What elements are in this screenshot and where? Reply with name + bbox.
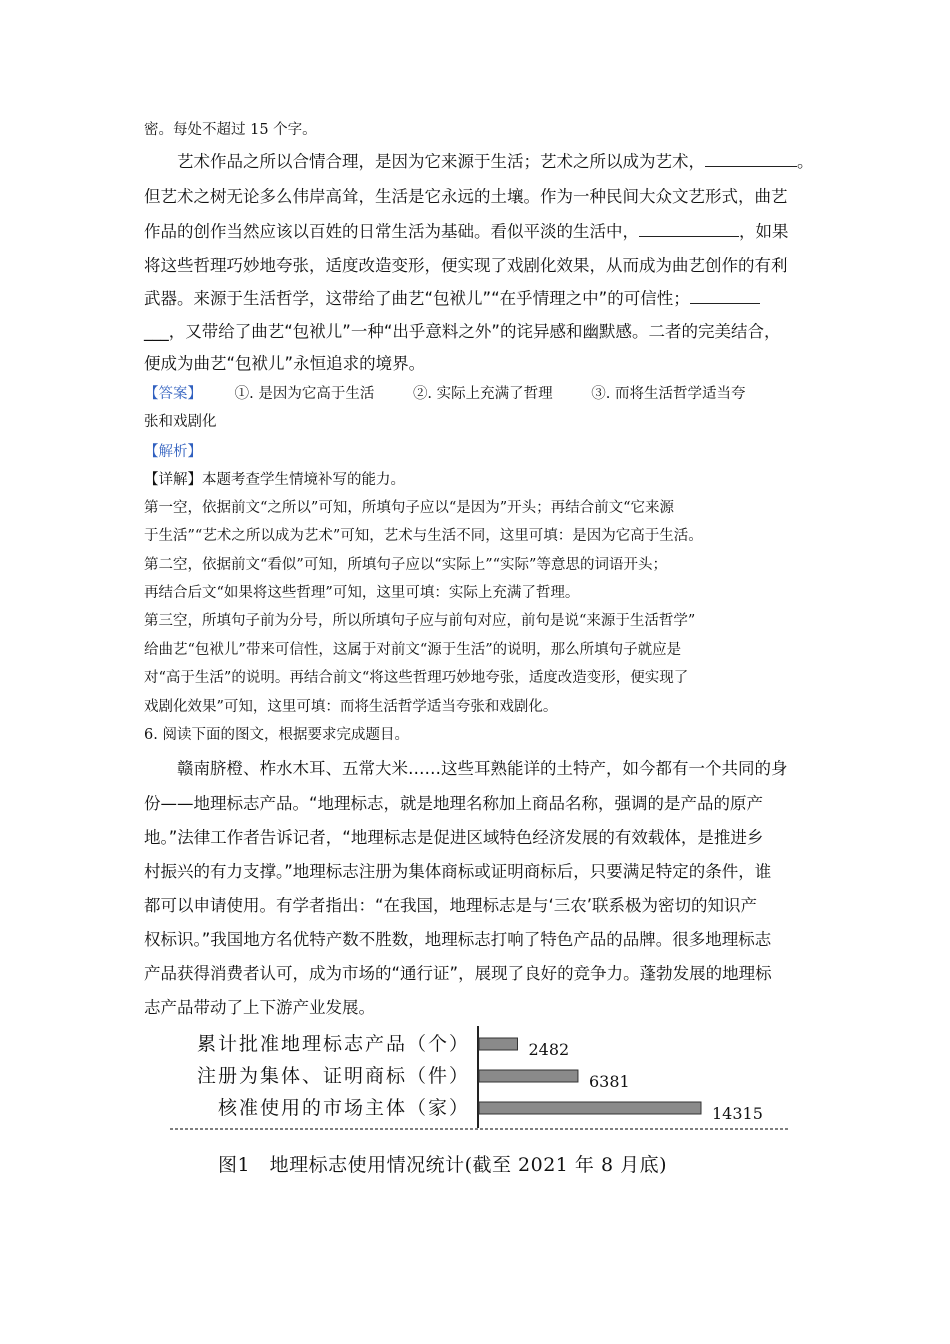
answer-item-2: ②. 实际上充满了哲理: [412, 386, 553, 402]
detail-line-4: 第二空，依据前文“看似”可知，所填句子应以“实际上”“实际”等意思的词语开头；: [144, 557, 667, 573]
passage1-line-5: 武器。来源于生活哲学，这带给了曲艺“包袱儿”“在乎情理之中”的可信性；: [144, 285, 760, 309]
detail-line-8: 对“高于生活”的说明。再结合前文“将这些哲理巧妙地夸张，适度改造变形，便实现了: [144, 670, 689, 686]
category-label: 注册为集体、证明商标（件）: [196, 1065, 470, 1087]
bar: [479, 1102, 701, 1114]
fill-blank-2[interactable]: [639, 220, 739, 237]
detail-line-5: 再结合后文“如果将这些哲理”可知，这里可填：实际上充满了哲理。: [144, 585, 580, 601]
detail-line-2: 第一空，依据前文“之所以”可知，所填句子应以“是因为”开头；再结合前文“它来源: [144, 500, 675, 516]
geo-mark-bar-chart: [160, 1020, 810, 1150]
fill-blank-1[interactable]: [705, 150, 797, 167]
fill-blank-3[interactable]: [690, 287, 760, 304]
bar: [479, 1070, 578, 1082]
answer-continuation: 张和戏剧化: [144, 414, 217, 430]
passage2-line-2: 份——地理标志产品。“地理标志，就是地理名称加上商品名称，强调的是产品的原产: [144, 794, 764, 813]
chart-caption: 图1 地理标志使用情况统计(截至 2021 年 8 月底): [218, 1154, 668, 1176]
passage1-line-6: ___，又带给了曲艺“包袱儿”一种“出乎意料之外”的诧异感和幽默感。二者的完美结合，: [144, 322, 781, 341]
detail-line-9: 戏剧化效果”可知，这里可填：而将生活哲学适当夸张和戏剧化。: [144, 699, 558, 715]
detail-line-1: 【详解】本题考查学生情境补写的能力。: [144, 472, 405, 488]
passage1-line-1: 艺术作品之所以合情合理，是因为它来源于生活；艺术之所以成为艺术， 。: [177, 152, 814, 171]
passage1-line-7: 便成为曲艺“包袱儿”永恒追求的境界。: [144, 354, 426, 373]
detail-line-7: 给曲艺“包袱儿”带来可信性，这属于对前文“源于生活”的说明，那么所填句子就应是: [144, 642, 682, 658]
detail-line-3: 于生活”“艺术之所以成为艺术”可知，艺术与生活不同，这里可填：是因为它高于生活。: [144, 528, 703, 544]
answer-item-3: ③. 而将生活哲学适当夸: [591, 386, 746, 402]
value-label: 14315: [712, 1104, 763, 1123]
bar: [479, 1038, 517, 1050]
passage2-line-5: 都可以申请使用。有学者指出：“在我国，地理标志是与‘三农’联系极为密切的知识产: [144, 896, 758, 915]
category-label: 累计批准地理标志产品（个）: [196, 1033, 470, 1055]
detail-line-6: 第三空，所填句子前为分号，所以所填句子应与前句对应，前句是说“来源于生活哲学”: [144, 613, 696, 629]
value-label: 6381: [588, 1072, 630, 1091]
answer-item-1: ①. 是因为它高于生活: [234, 386, 375, 402]
analysis-tag: 【解析】: [144, 444, 202, 460]
passage2-line-7: 产品获得消费者认可，成为市场的“通行证”，展现了良好的竞争力。蓬勃发展的地理标: [144, 964, 772, 983]
passage2-line-1: 赣南脐橙、柞水木耳、五常大米……这些耳熟能详的土特产，如今都有一个共同的身: [177, 759, 788, 778]
passage2-line-3: 地。”法律工作者告诉记者，“地理标志是促进区域特色经济发展的有效载体，是推进乡: [144, 828, 764, 847]
passage2-line-8: 志产品带动了上下游产业发展。: [144, 998, 375, 1017]
passage1-line-3: 作品的创作当然应该以百姓的日常生活为基础。看似平淡的生活中， ，如果: [144, 222, 789, 241]
passage2-line-6: 权标识。”我国地方名优特产数不胜数，地理标志打响了特色产品的品牌。很多地理标志: [144, 930, 772, 949]
top-line: 密。每处不超过 15 个字。: [144, 122, 317, 138]
answer-line: [144, 382, 745, 403]
category-label: 核准使用的市场主体（家）: [217, 1097, 470, 1119]
passage1-line-4: 将这些哲理巧妙地夸张，适度改造变形，便实现了戏剧化效果，从而成为曲艺创作的有利: [144, 256, 788, 275]
value-label: 2482: [528, 1040, 570, 1059]
answer-tag: 【答案】: [144, 386, 202, 402]
question-6-heading: 6. 阅读下面的图文，根据要求完成题目。: [144, 727, 409, 743]
passage1-line-2: 但艺术之树无论多么伟岸高耸，生活是它永远的土壤。作为一种民间大众文艺形式，曲艺: [144, 187, 788, 206]
passage2-line-4: 村振兴的有力支撑。”地理标志注册为集体商标或证明商标后，只要满足特定的条件，谁: [144, 862, 772, 881]
